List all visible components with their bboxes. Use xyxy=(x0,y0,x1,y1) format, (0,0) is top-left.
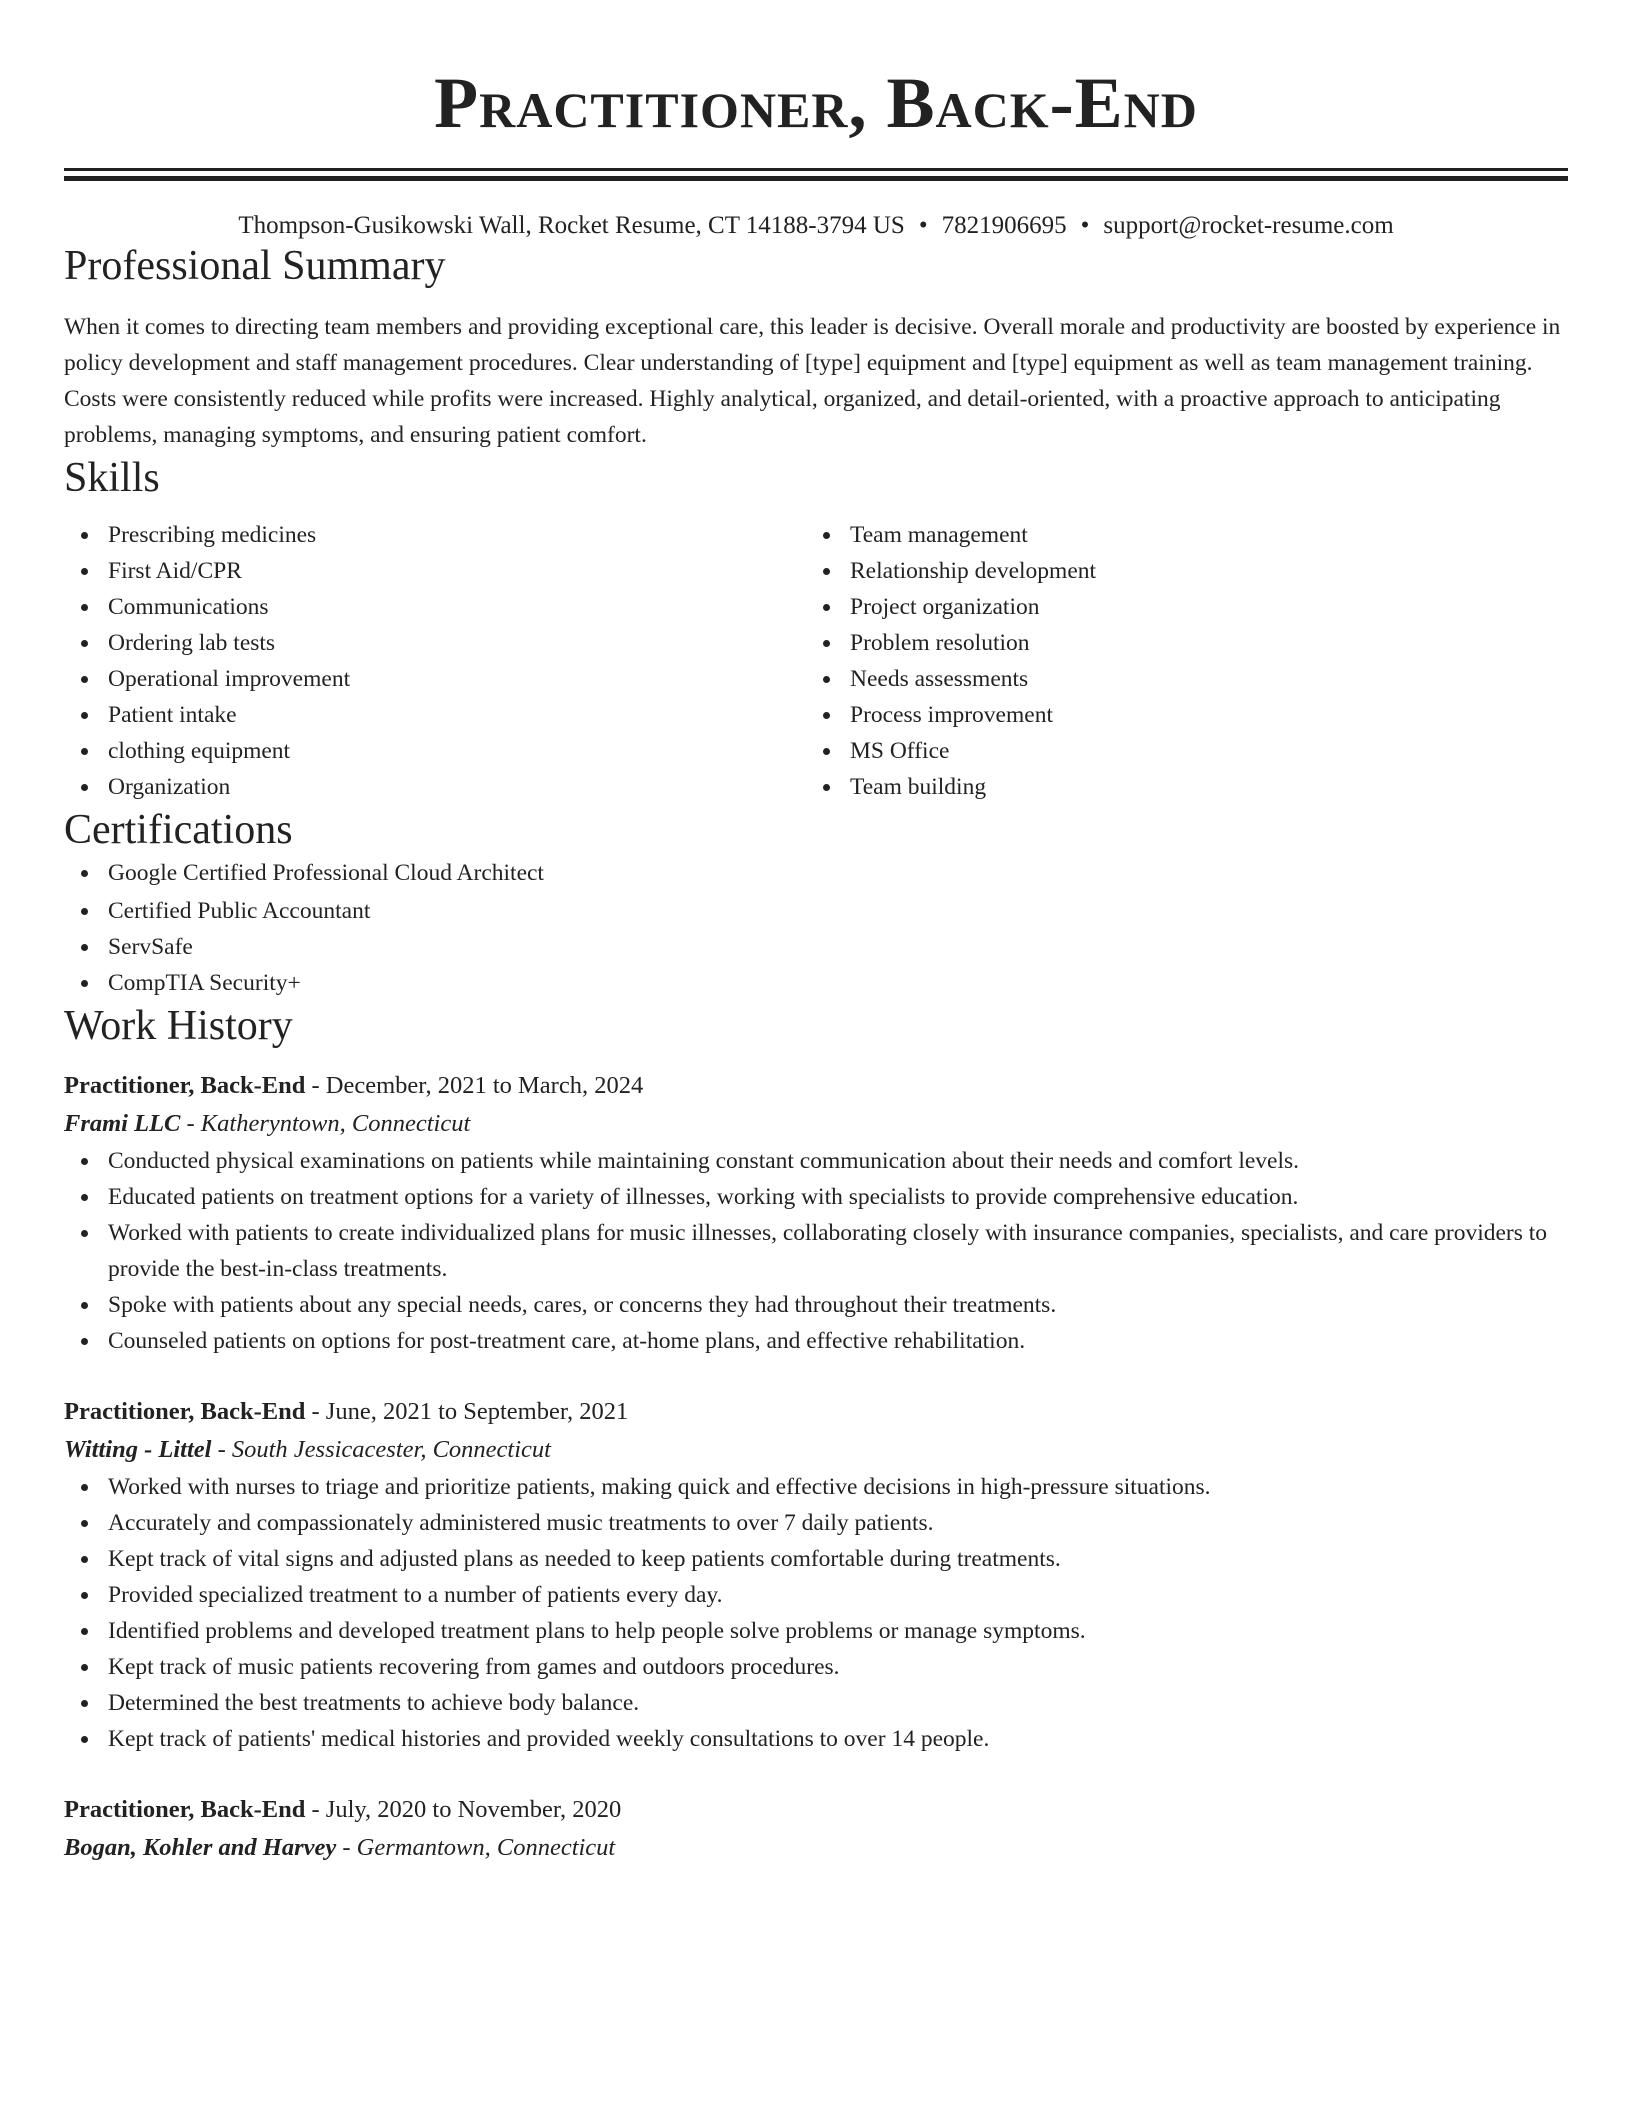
contact-address: Thompson-Gusikowski Wall, Rocket Resume, CT 14188-3794 US xyxy=(238,212,905,239)
job-bullet: Determined the best treatments to achieve body balance. xyxy=(64,1685,1568,1721)
job-company: Witting - Littel xyxy=(64,1436,212,1463)
job-bullet: Kept track of patients' medical histories and provided weekly consultations to over 14 people. xyxy=(64,1721,1568,1757)
job-dates: - June, 2021 to September, 2021 xyxy=(305,1398,629,1425)
resume-name: Practitioner, Back-End xyxy=(434,63,1198,143)
job-title: Practitioner, Back-End xyxy=(64,1796,306,1823)
skill-item: Team management xyxy=(806,517,1548,553)
skill-item: Prescribing medicines xyxy=(64,517,806,553)
skill-item: Ordering lab tests xyxy=(64,625,806,661)
skill-item: Team building xyxy=(806,769,1548,805)
contact-separator: • xyxy=(1080,212,1090,239)
skill-item: Problem resolution xyxy=(806,625,1548,661)
skill-item: Communications xyxy=(64,589,806,625)
job-location: - Katheryntown, Connecticut xyxy=(180,1110,471,1137)
certification-item: CompTIA Security+ xyxy=(64,965,1568,1001)
certification-item: ServSafe xyxy=(64,929,1568,965)
job-bullet: Spoke with patients about any special needs, cares, or concerns they had throughout their treatments. xyxy=(64,1287,1568,1323)
skill-item: Needs assessments xyxy=(806,661,1548,697)
job-bullet-list xyxy=(64,1143,1568,1359)
certification-item: Certified Public Accountant xyxy=(64,893,1568,929)
job-bullet: Worked with patients to create individualized plans for music illnesses, collaborating closely with insurance companies, specialists, and care providers to provide the best-in-class treatments. xyxy=(64,1215,1568,1287)
job-company-line xyxy=(64,1829,1568,1867)
job-bullet: Conducted physical examinations on patients while maintaining constant communication about their needs and comfort levels. xyxy=(64,1143,1568,1179)
job-bullet: Kept track of vital signs and adjusted plans as needed to keep patients comfortable during treatments. xyxy=(64,1541,1568,1577)
job-title: Practitioner, Back-End xyxy=(64,1072,306,1099)
skill-item: Patient intake xyxy=(64,697,806,733)
skill-item: Operational improvement xyxy=(64,661,806,697)
contact-phone: 7821906695 xyxy=(941,212,1067,239)
certification-item: Google Certified Professional Cloud Architect xyxy=(64,855,1568,891)
skills-column-right xyxy=(806,517,1548,805)
contact-line xyxy=(64,211,1568,241)
skill-item: MS Office xyxy=(806,733,1548,769)
job-bullet: Identified problems and developed treatment plans to help people solve problems or manage symptoms. xyxy=(64,1613,1568,1649)
job-dates: - December, 2021 to March, 2024 xyxy=(305,1072,644,1099)
job-company: Frami LLC xyxy=(64,1110,181,1137)
job-bullet: Educated patients on treatment options for a variety of illnesses, working with specialists to provide comprehensive education. xyxy=(64,1179,1568,1215)
contact-email[interactable]: support@rocket-resume.com xyxy=(1103,212,1394,239)
skills-column-left xyxy=(64,517,806,805)
job-location: - South Jessicacester, Connecticut xyxy=(211,1436,551,1463)
job-bullet: Provided specialized treatment to a number of patients every day. xyxy=(64,1577,1568,1613)
contact-separator: • xyxy=(918,212,928,239)
summary-text: When it comes to directing team members and providing exceptional care, this leader is decisive. Overall morale and productivity are boosted by experience in policy development and staff management procedures. Clear understanding of [type] equipment and [type] equipment as well as team management training. Costs were consistently reduced while profits were increased. Highly analytical, organized, and detail-oriented, with a proactive approach to anticipating problems, managing symptoms, and ensuring patient comfort. xyxy=(64,314,1561,448)
skill-item: Organization xyxy=(64,769,806,805)
skill-item: Process improvement xyxy=(806,697,1548,733)
job-entry xyxy=(64,1791,1568,1867)
job-company-line xyxy=(64,1431,1568,1469)
header-divider-top xyxy=(64,168,1568,171)
skills-heading: Skills xyxy=(64,455,160,501)
header-divider-bottom xyxy=(64,176,1568,181)
job-bullet-list xyxy=(64,1469,1568,1757)
skill-item: First Aid/CPR xyxy=(64,553,806,589)
resume-page xyxy=(64,0,1568,1867)
skills-list xyxy=(64,517,1568,805)
job-title-line xyxy=(64,1393,1568,1431)
summary-heading: Professional Summary xyxy=(64,243,446,289)
job-company-line xyxy=(64,1105,1568,1143)
job-title-line xyxy=(64,1067,1568,1105)
job-entry xyxy=(64,1393,1568,1757)
skill-item: Project organization xyxy=(806,589,1548,625)
skill-item: clothing equipment xyxy=(64,733,806,769)
job-dates: - July, 2020 to November, 2020 xyxy=(305,1796,622,1823)
job-title-line xyxy=(64,1791,1568,1829)
skill-item: Relationship development xyxy=(806,553,1548,589)
job-bullet: Kept track of music patients recovering from games and outdoors procedures. xyxy=(64,1649,1568,1685)
certifications-heading: Certifications xyxy=(64,807,293,853)
job-location: - Germantown, Connecticut xyxy=(336,1834,616,1861)
job-title: Practitioner, Back-End xyxy=(64,1398,306,1425)
job-bullet: Worked with nurses to triage and prioritize patients, making quick and effective decisions in high-pressure situations. xyxy=(64,1469,1568,1505)
job-entry xyxy=(64,1067,1568,1359)
job-bullet: Counseled patients on options for post-treatment care, at-home plans, and effective rehabilitation. xyxy=(64,1323,1568,1359)
job-bullet: Accurately and compassionately administered music treatments to over 7 daily patients. xyxy=(64,1505,1568,1541)
job-company: Bogan, Kohler and Harvey xyxy=(64,1834,337,1861)
work-history-heading: Work History xyxy=(64,1003,293,1049)
certifications-list xyxy=(64,855,1568,1001)
